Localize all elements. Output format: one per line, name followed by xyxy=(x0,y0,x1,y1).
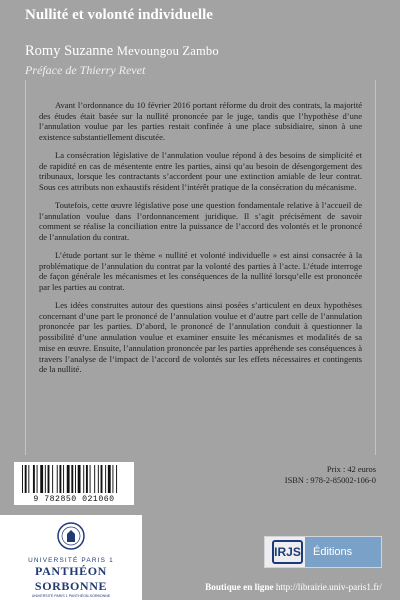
barcode-bars xyxy=(14,462,134,495)
author-last-name: Mevoungou Zambo xyxy=(116,44,219,58)
online-shop-url[interactable]: http://librairie.univ-paris1.fr/ xyxy=(275,582,382,592)
author-name xyxy=(25,43,219,60)
irjs-editions-logo xyxy=(264,536,382,568)
blurb-box xyxy=(25,80,376,455)
university-name-main: PANTHÉON SORBONNE xyxy=(34,564,108,593)
irjs-mark-icon: IRJS xyxy=(272,540,303,564)
book-title: Nullité et volonté individuelle xyxy=(25,7,213,23)
barcode xyxy=(14,462,134,505)
online-shop-label: Boutique en ligne xyxy=(205,582,274,592)
sorbonne-seal-icon xyxy=(56,521,86,551)
university-name-top: UNIVERSITÉ PARIS 1 xyxy=(28,557,114,564)
online-shop-line xyxy=(170,582,382,592)
blurb-paragraph: La consécration législative de l’annulation voulue répond à des besoins de simplicité et de rapidité en cas de mésentente entre les parties, ainsi qu’au besoin de désengorgement des tribunaux, lorsque les contractants s’accordent pour une extinction amiable de leur contrat. Sous ces attributs non exhaustifs résident l’intérêt pratique de la consécration du mécanisme. xyxy=(39,150,362,193)
barcode-digits: 9 782850 021060 xyxy=(33,495,115,504)
price-text: Prix : 42 euros xyxy=(326,465,376,474)
author-first-name: Romy Suzanne xyxy=(25,43,114,59)
blurb-paragraph: Les idées construites autour des questions ainsi posées s’articulent en deux hypothèses concernant d’une part le prononcé de l’annulation voulue et d’autre part celle de l’annulation prononcée par les parties. D’abord, le prononcé de l’annulation conduit à questionner la possibilité d’une annulation voulue et examiner ensuite les mécanismes et modalités de sa mise en œuvre. Ensuite, l’annulation prononcée par les parties appréhende ses conséquences à travers l’analyse de l’impact de l’accord de volontés sur les effets nécessaires et contingents de la nullité. xyxy=(39,300,362,375)
isbn-text: ISBN : 978-2-85002-106-0 xyxy=(284,475,376,485)
irjs-editions-label: Éditions xyxy=(305,537,381,567)
university-name-sub: UNIVERSITÉ PARIS 1 PANTHÉON-SORBONNE xyxy=(31,594,111,598)
preface-credit: Préface de Thierry Revet xyxy=(25,63,146,77)
blurb-paragraph: L’étude portant sur le thème « nullité et volonté individuelle » est ainsi consacrée à la problématique de l’annulation du contrat par la volonté des parties à l’acte. L’étude interroge de façon générale les mécanismes et les conséquences de la nullité lorsqu’elle est prononcée par les parties au contrat. xyxy=(39,250,362,293)
blurb-paragraph: Toutefois, cette œuvre législative pose une question fondamentale relative à l’accueil de l’annulation voulue dans l’ordonnancement juridique. Il s’agit précisément de savoir comment se réalise la conciliation entre la puissance de l’accord des volontés et le prononcé de l’annulation du contrat. xyxy=(39,200,362,243)
pantheon-sorbonne-logo xyxy=(0,515,142,600)
price-block xyxy=(268,465,376,486)
blurb-paragraph: Avant l’ordonnance du 10 février 2016 portant réforme du droit des contrats, la majorité des études était basée sur la nullité prononcée par le juge, tandis que l’hypothèse d’une l’annulation voulue par les parties restait confinée à une place subsidiaire, sinon à une existence substantiellement discutée. xyxy=(39,100,362,143)
